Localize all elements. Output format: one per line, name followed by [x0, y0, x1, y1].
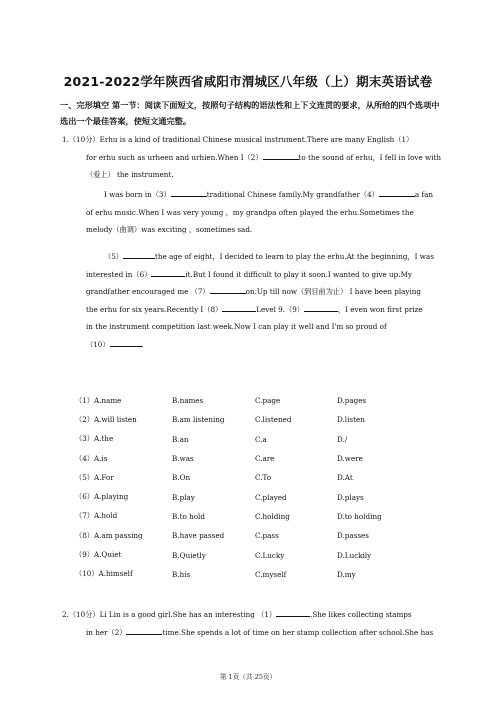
option-c: C.are — [255, 454, 275, 464]
option-d: D.Luckily — [337, 550, 372, 560]
option-d: D.pages — [337, 396, 367, 406]
option-row — [75, 565, 445, 584]
answer-blank — [126, 626, 162, 635]
option-c: C.page — [255, 396, 281, 406]
q2-paragraph — [62, 606, 447, 641]
q1-line-3: （爱上） the instrument. — [86, 170, 174, 180]
option-row — [75, 468, 445, 487]
q2-line-1: 2.（10分）Li Lin is a good girl.She has an interesting （1） .She likes collecting stamps — [62, 610, 412, 619]
option-row — [75, 430, 445, 449]
option-a: （6）A.playing — [75, 492, 129, 502]
option-a: （8）A.am passing — [75, 530, 143, 540]
option-d: D.listen — [337, 415, 365, 425]
option-a: （4）A.is — [75, 453, 108, 463]
option-row — [75, 507, 445, 526]
option-row — [75, 545, 445, 564]
q1-paragraph-3 — [86, 248, 447, 354]
option-b: B.play — [172, 492, 195, 502]
option-c: C.pass — [255, 531, 279, 541]
q1-paragraph-2 — [86, 186, 447, 239]
options-table — [75, 391, 445, 584]
option-d: D.were — [337, 454, 363, 464]
option-a: （2）A.will listen — [75, 414, 137, 424]
option-c: C.To — [255, 473, 272, 483]
q1-line-10: the erhu for six years.Recently I（8） Level 9.（9） ，I even won first prize — [86, 304, 423, 314]
q1-line-7: （5） the age of eight，I decided to learn to play the erhu.At the beginning，I was — [104, 252, 434, 261]
option-b: B.On — [172, 473, 191, 483]
page-title: 2021-2022学年陕西省咸阳市渭城区八年级（上）期末英语试卷 — [63, 74, 433, 89]
option-d: D.plays — [337, 492, 364, 502]
option-row — [75, 391, 445, 410]
answer-blank — [171, 188, 207, 197]
option-c: C.listened — [255, 415, 292, 425]
page-footer: 第 1页（共 25页） — [219, 673, 277, 681]
option-d: D.to holding — [337, 511, 382, 521]
option-b: B.an — [172, 434, 189, 444]
option-row — [75, 487, 445, 506]
answer-blank — [222, 303, 256, 312]
option-a: （9）A.Quiet — [75, 550, 122, 560]
option-b: B.have passed — [172, 531, 225, 541]
q2-line-2: in her（2） time.She spends a lot of time on her stamp collection after school.She has — [86, 627, 434, 637]
option-b: B.am listening — [172, 415, 225, 425]
answer-blank — [123, 250, 155, 259]
q1-line-9: grandfather encouraged me （7） on.Up till now（到目前为止） I have been playing — [86, 287, 422, 297]
option-c: C.played — [255, 492, 287, 502]
option-d: D.At — [337, 473, 353, 483]
option-d: D.my — [337, 569, 356, 579]
answer-blank — [276, 608, 310, 617]
option-a: （10）A.himself — [75, 569, 133, 579]
q1-line-5: of erhu music.When I was very young ，my grandpa often played the erhu.Sometimes the — [86, 207, 414, 217]
q1-line-4: I was born in（3） traditional Chinese family.My grandfather（4） a fan — [104, 190, 434, 199]
q1-line-8: interested in（6） it.But I found it difficult to play it soon.I wanted to give up.My — [86, 269, 412, 279]
option-c: C.a — [255, 434, 267, 444]
option-a: （5）A.For — [75, 472, 114, 482]
option-b: B.Quietly — [172, 550, 206, 560]
option-c: C.holding — [255, 511, 290, 521]
option-row — [75, 449, 445, 468]
option-b: B.to hold — [172, 511, 205, 521]
answer-blank — [379, 188, 415, 197]
option-a: （1）A.name — [75, 395, 122, 405]
option-c: C.Lucky — [255, 550, 285, 560]
answer-blank — [263, 151, 299, 160]
answer-blank — [110, 338, 142, 347]
q1-line-6: melody（曲调）was exciting ，sometimes sad. — [86, 225, 253, 235]
option-b: B.was — [172, 454, 194, 464]
q1-line-12: （10） . — [86, 339, 144, 349]
option-b: B.names — [172, 396, 204, 406]
option-a: （7）A.hold — [75, 511, 118, 521]
option-row — [75, 410, 445, 429]
option-d: D./ — [337, 434, 348, 444]
q1-paragraph-1 — [62, 131, 447, 184]
q1-line-11: in the instrument competition last week.Now I can play it well and I'm so proud of — [86, 322, 387, 332]
answer-blank — [304, 303, 338, 312]
option-a: （3）A.the — [75, 434, 114, 444]
q1-line-2: for erhu such as urheen and urhien.When I（2） to the sound of erhu，I fell in love with — [86, 152, 441, 162]
option-c: C.myself — [255, 569, 287, 579]
q1-line-1: 1.（10分）Erhu is a kind of traditional Chinese musical instrument.There are many English（1） — [62, 135, 414, 144]
answer-blank — [151, 268, 185, 277]
section-instruction: 一、完形填空 第一节：阅读下面短文，按照句子结构的语法性和上下文连贯的要求，从所给的四个选项中选出一个最佳答案，使短文通完整。 — [60, 100, 440, 126]
option-d: D.passes — [337, 531, 369, 541]
answer-blank — [210, 285, 246, 294]
option-b: B.his — [172, 569, 191, 579]
option-row — [75, 526, 445, 545]
